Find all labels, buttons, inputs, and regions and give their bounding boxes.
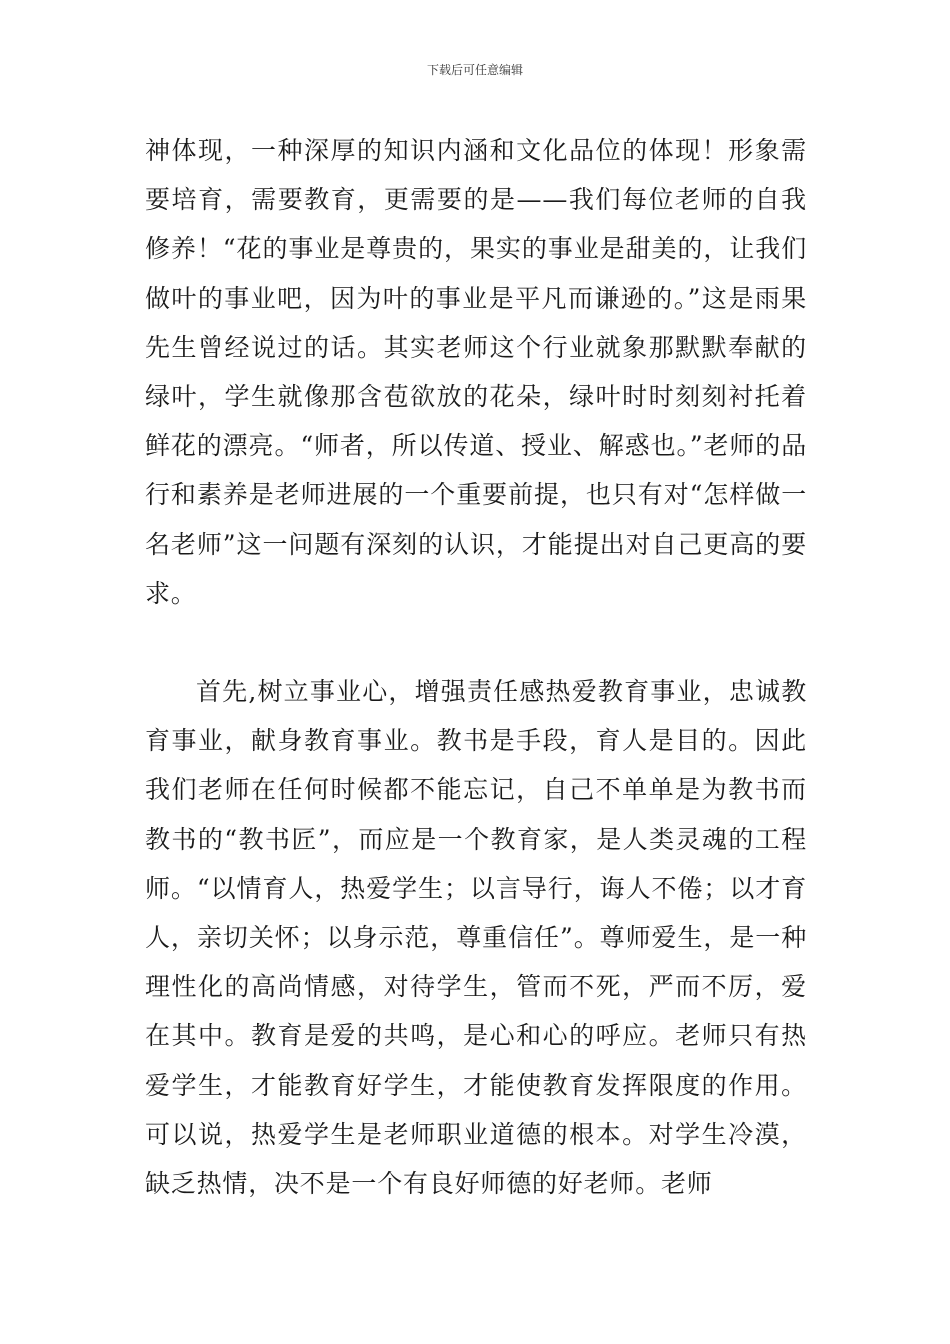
paragraph-continuation: 神体现，一种深厚的知识内涵和文化品位的体现！形象需要培育，需要教育，更需要的是——我们每位老师的自我修养！“花的事业是尊贵的，果实的事业是甜美的，让我们做叶的事业吧，因为叶的事业是平凡而谦逊的。”这是雨果先生曾经说过的话。其实老师这个行业就象那默默奉献的绿叶，学生就像那含苞欲放的花朵，绿叶时时刻刻衬托着鲜花的漂亮。“师者，所以传道、授业、解惑也。”老师的品行和素养是老师进展的一个重要前提，也只有对“怎样做一名老师”这一问题有深刻的认识，才能提出对自己更高的要求。	[145, 136, 807, 608]
paragraph-first-point: 首先,树立事业心，增强责任感热爱教育事业，忠诚教育事业，献身教育事业。教书是手段，育人是目的。因此我们老师在任何时候都不能忘记，自己不单单是为教书而教书的“教书匠”，而应是一个教育家，是人类灵魂的工程师。“以情育人，热爱学生；以言导行，诲人不倦；以才育人，亲切关怀；以身示范，尊重信任”。尊师爱生，是一种理性化的高尚情感，对待学生，管而不死，严而不厉，爱在其中。教育是爱的共鸣，是心和心的呼应。老师只有热爱学生，才能教育好学生，才能使教育发挥限度的作用。可以说，热爱学生是老师职业道德的根本。对学生冷漠，缺乏热情，决不是一个有良好师德的好老师。老师	[145, 677, 807, 1199]
paragraph-spacer	[145, 618, 807, 667]
page-header: 下载后可任意编辑	[426, 63, 523, 77]
document-body	[145, 126, 807, 1208]
